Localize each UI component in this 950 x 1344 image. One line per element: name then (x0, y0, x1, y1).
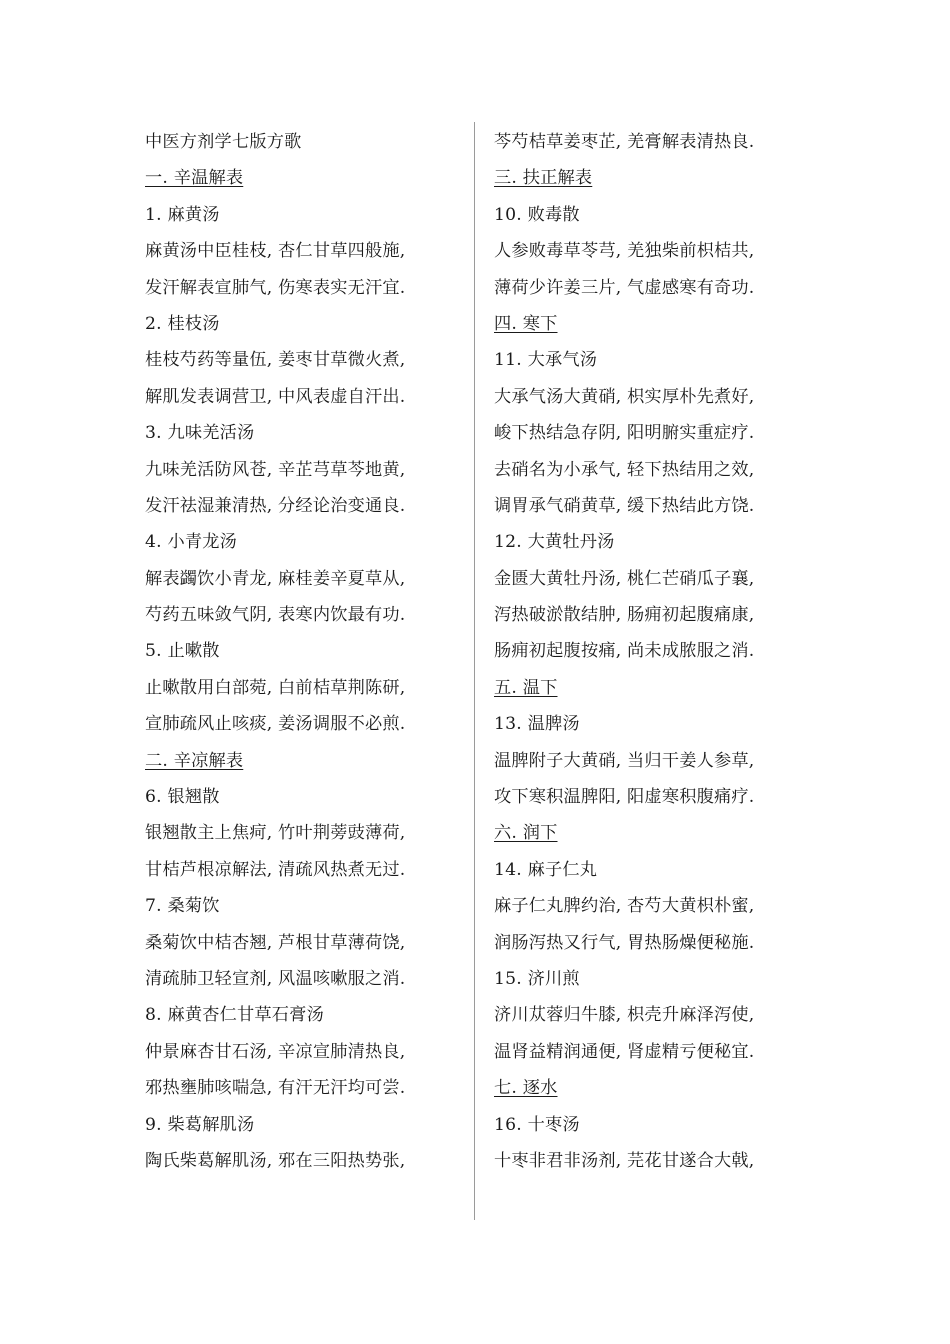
verse-line: 润肠泻热又行气, 胃热肠燥便秘施. (494, 932, 755, 953)
verse-line: 发汗祛湿兼清热, 分经论治变通良. (145, 495, 406, 516)
formula-name: 2. 桂枝汤 (145, 313, 220, 334)
left-column (145, 124, 460, 1179)
verse-line: 解表蠲饮小青龙, 麻桂姜辛夏草从, (145, 568, 406, 589)
formula-name: 12. 大黄牡丹汤 (494, 532, 615, 553)
verse-line: 肠痈初起腹按痛, 尚未成脓服之消. (494, 641, 755, 662)
verse-line: 麻子仁丸脾约治, 杏芍大黄枳朴蜜, (494, 896, 755, 917)
verse-line: 泻热破淤散结肿, 肠痈初起腹痛康, (494, 605, 755, 626)
section-heading: 六. 润下 (494, 823, 558, 844)
verse-line: 芍药五味敛气阴, 表寒内饮最有功. (145, 605, 406, 626)
verse-line: 陶氏柴葛解肌汤, 邪在三阳热势张, (145, 1150, 406, 1171)
formula-name: 1. 麻黄汤 (145, 204, 220, 225)
formula-name: 9. 柴葛解肌汤 (145, 1114, 255, 1135)
verse-line: 清疏肺卫轻宣剂, 风温咳嗽服之消. (145, 968, 406, 989)
formula-name: 14. 麻子仁丸 (494, 859, 598, 880)
formula-name: 7. 桑菊饮 (145, 896, 220, 917)
formula-name: 6. 银翘散 (145, 787, 220, 808)
verse-line: 甘桔芦根凉解法, 清疏风热煮无过. (145, 859, 406, 880)
page-title: 中医方剂学七版方歌 (145, 132, 302, 152)
verse-line: 发汗解表宣肺气, 伤寒表实无汗宜. (145, 277, 406, 298)
formula-name: 4. 小青龙汤 (145, 532, 238, 553)
formula-name: 3. 九味羌活汤 (145, 423, 255, 444)
verse-line: 济川苁蓉归牛膝, 枳壳升麻泽泻使, (494, 1005, 755, 1026)
verse-line: 芩芍桔草姜枣芷, 羌膏解表清热良. (494, 132, 755, 152)
verse-line: 九味羌活防风苍, 辛芷芎草芩地黄, (145, 459, 406, 480)
right-column (494, 124, 814, 1179)
verse-line: 仲景麻杏甘石汤, 辛凉宣肺清热良, (145, 1041, 406, 1062)
section-heading: 七. 逐水 (494, 1078, 558, 1099)
section-heading: 一. 辛温解表 (145, 168, 244, 189)
section-heading: 三. 扶正解表 (494, 168, 593, 189)
verse-line: 调胃承气硝黄草, 缓下热结此方饶. (494, 495, 755, 516)
section-heading: 二. 辛凉解表 (145, 750, 244, 771)
verse-line: 银翘散主上焦疴, 竹叶荆蒡豉薄荷, (145, 823, 406, 844)
formula-name: 5. 止嗽散 (145, 641, 220, 662)
formula-name: 15. 济川煎 (494, 968, 580, 989)
verse-line: 薄荷少许姜三片, 气虚感寒有奇功. (494, 277, 755, 298)
verse-line: 桑菊饮中桔杏翘, 芦根甘草薄荷饶, (145, 932, 406, 953)
formula-name: 10. 败毒散 (494, 204, 580, 225)
column-divider (474, 122, 475, 1220)
verse-line: 止嗽散用白部菀, 白前桔草荆陈研, (145, 677, 406, 698)
verse-line: 宣肺疏风止咳痰, 姜汤调服不必煎. (145, 714, 406, 735)
verse-line: 解肌发表调营卫, 中风表虚自汗出. (145, 386, 406, 407)
formula-name: 13. 温脾汤 (494, 714, 580, 735)
verse-line: 十枣非君非汤剂, 芫花甘遂合大戟, (494, 1150, 755, 1171)
formula-name: 8. 麻黄杏仁甘草石膏汤 (145, 1005, 324, 1026)
verse-line: 金匮大黄牡丹汤, 桃仁芒硝瓜子襄, (494, 568, 755, 589)
verse-line: 峻下热结急存阴, 阳明腑实重症疗. (494, 423, 755, 444)
verse-line: 桂枝芍药等量伍, 姜枣甘草微火煮, (145, 350, 406, 371)
verse-line: 大承气汤大黄硝, 枳实厚朴先煮好, (494, 386, 755, 407)
section-heading: 四. 寒下 (494, 313, 558, 334)
formula-name: 11. 大承气汤 (494, 350, 598, 371)
verse-line: 邪热壅肺咳喘急, 有汗无汗均可尝. (145, 1078, 406, 1099)
section-heading: 五. 温下 (494, 677, 558, 698)
verse-line: 去硝名为小承气, 轻下热结用之效, (494, 459, 755, 480)
verse-line: 温脾附子大黄硝, 当归干姜人参草, (494, 750, 755, 771)
verse-line: 温肾益精润通便, 肾虚精亏便秘宜. (494, 1041, 755, 1062)
verse-line: 麻黄汤中臣桂枝, 杏仁甘草四般施, (145, 241, 406, 262)
verse-line: 人参败毒草苓芎, 羌独柴前枳桔共, (494, 241, 755, 262)
verse-line: 攻下寒积温脾阳, 阳虚寒积腹痛疗. (494, 787, 755, 808)
formula-name: 16. 十枣汤 (494, 1114, 580, 1135)
